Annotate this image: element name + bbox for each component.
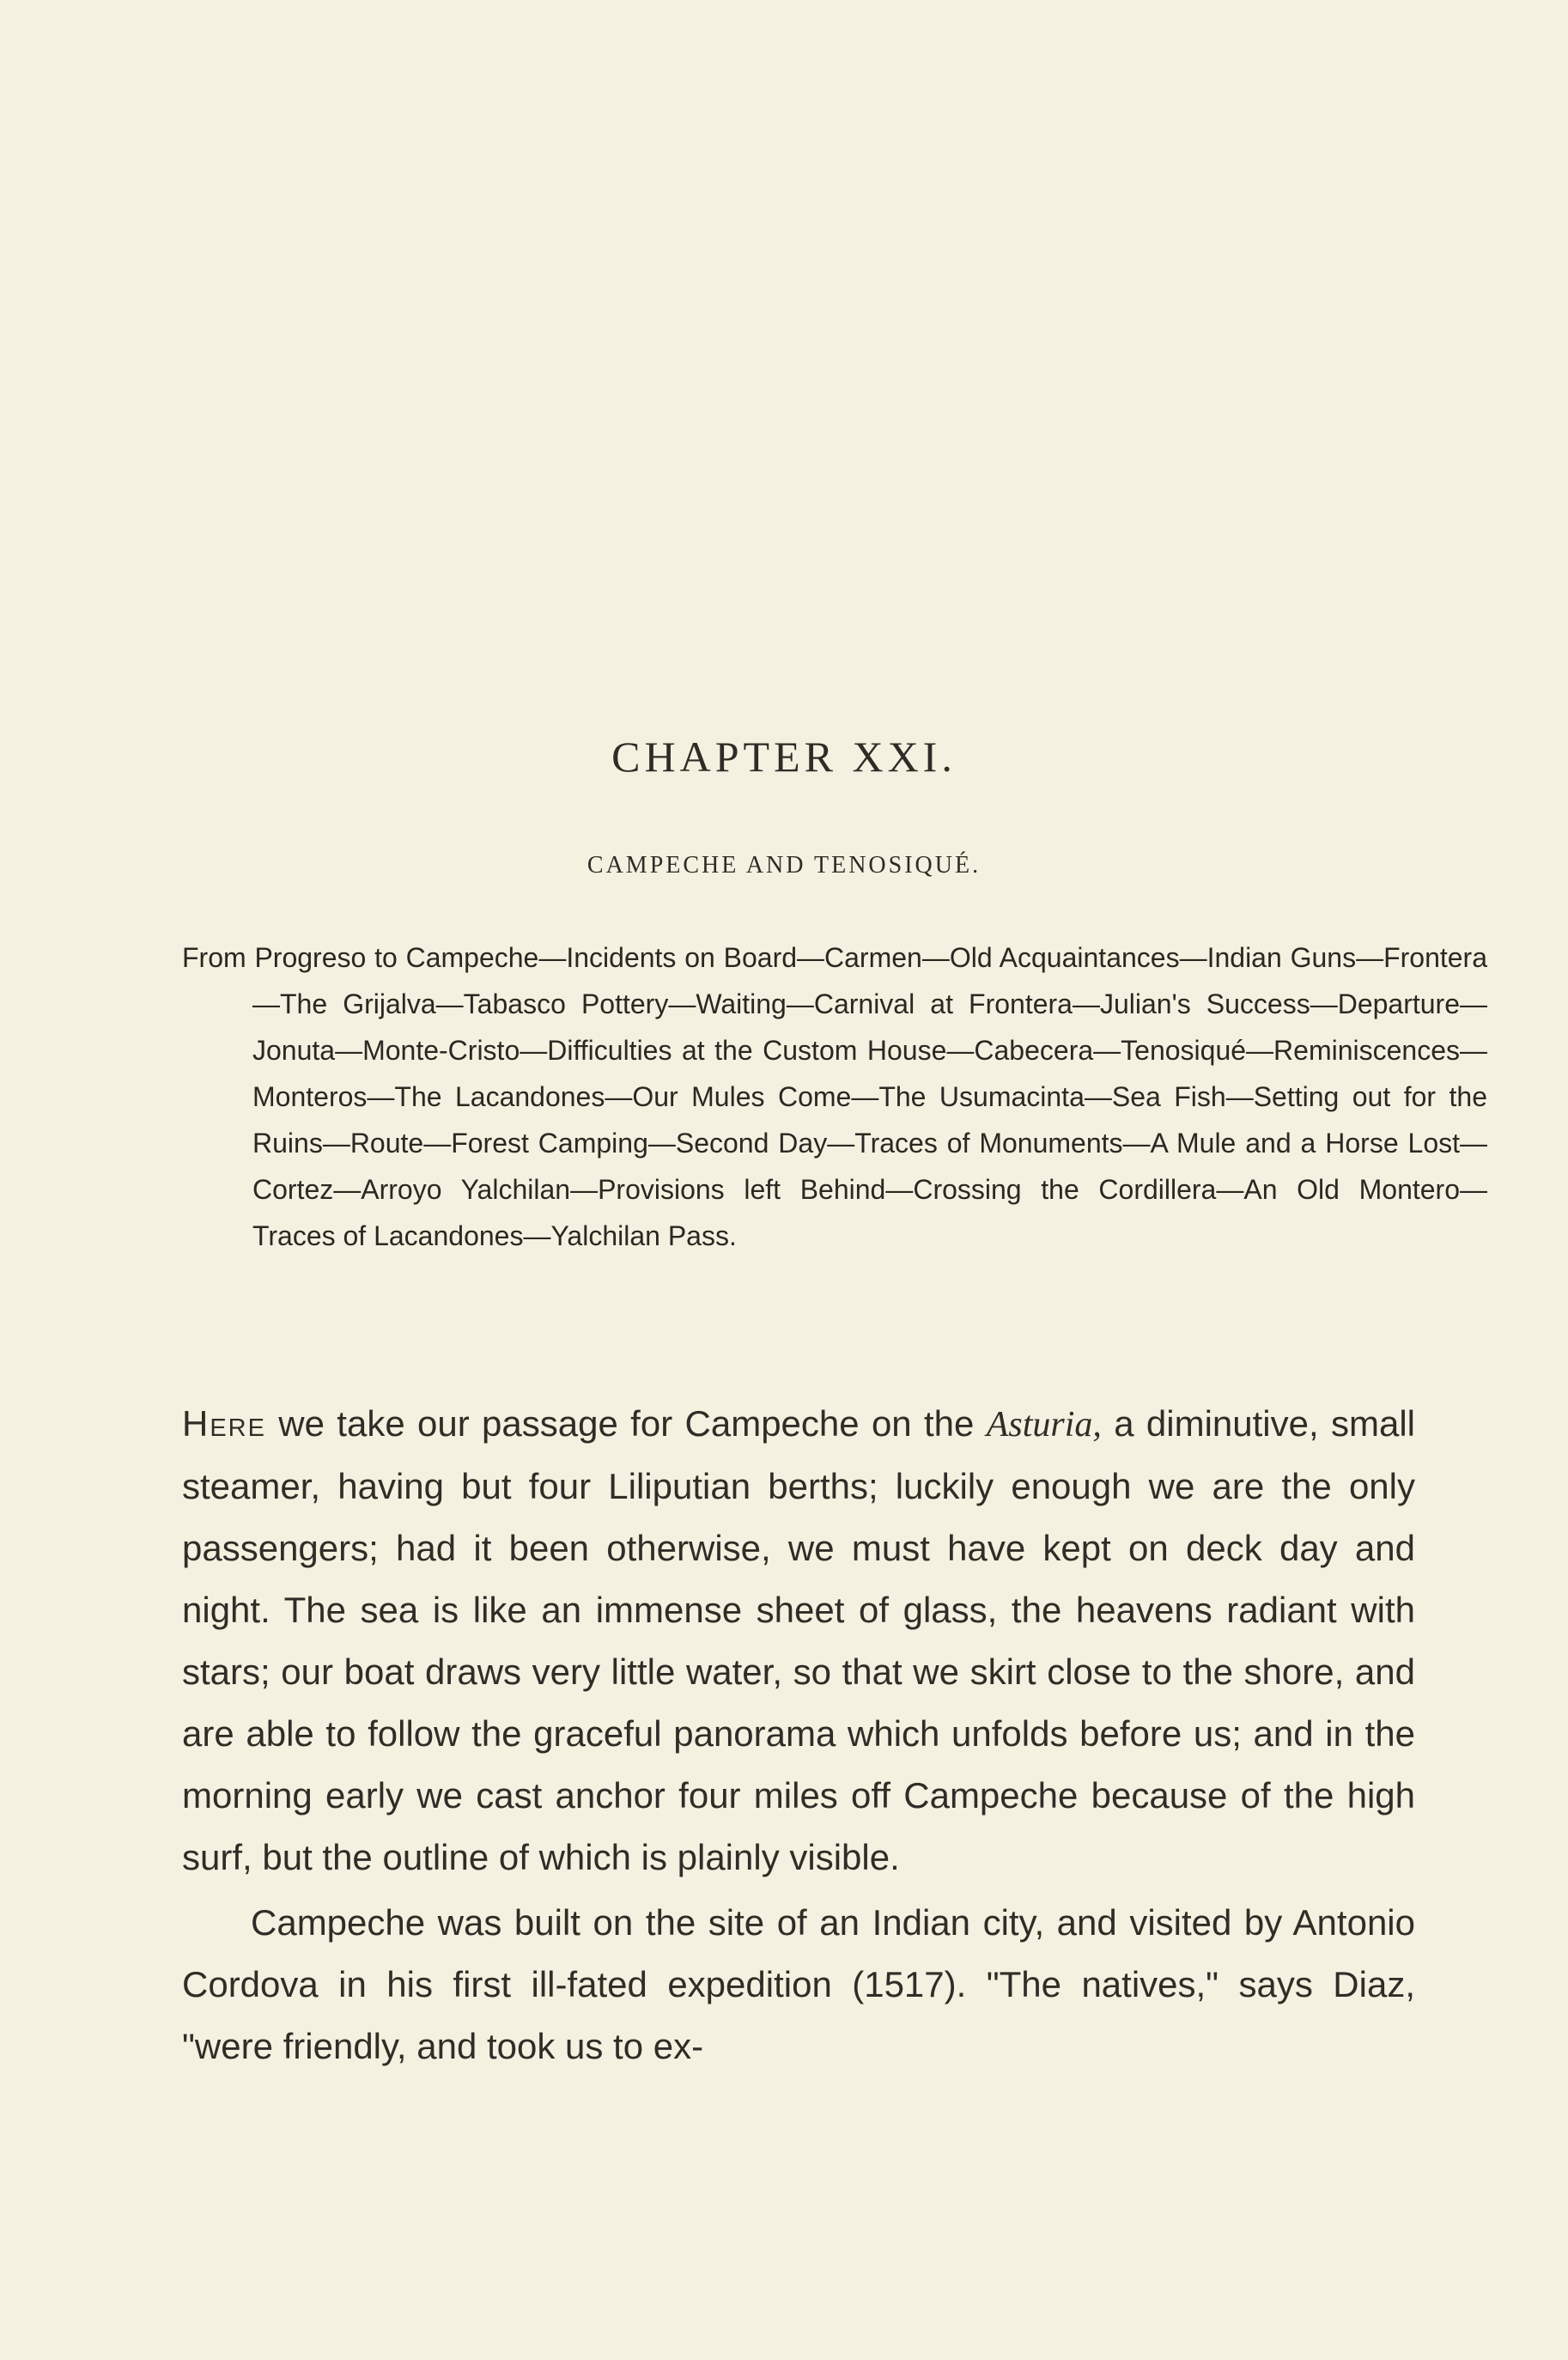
paragraph-1-after-ship: a diminutive, small steamer, having but four Liliputian berths; luckily enough we are the only passengers; had it been otherwise, we must have kept on deck day and night. The sea is like an immense sheet of glass, the heavens radiant with stars; our boat draws very little water, so that we skirt close to the shore, and are able to follow the graceful panorama which unfolds before us; and in the morning early we cast anchor four miles off Campeche because of the high surf, but the outline of which is plainly visible. bbox=[182, 1403, 1415, 1877]
body-text bbox=[182, 1393, 1415, 2077]
paragraph-1 bbox=[182, 1393, 1415, 1889]
ship-name: Asturia, bbox=[986, 1405, 1102, 1445]
chapter-subtitle: CAMPECHE AND TENOSIQUÉ. bbox=[586, 852, 982, 879]
chapter-synopsis: From Progreso to Campeche—Incidents on Board—Carmen—Old Acquaintances—Indian Guns—Frontera—The Grijalva—Tabasco Pottery—Waiting—Carnival at Frontera—Julian's Success—Departure—Jonuta—Monte-Cristo—Difficulties at the Custom House—Cabecera—Tenosiqué—Reminiscences—Monteros—The Lacandones—Our Mules Come—The Usumacinta—Sea Fish—Setting out for the Ruins—Route—Forest Camping—Second Day—Traces of Monuments—A Mule and a Horse Lost—Cortez—Arroyo Yalchilan—Provisions left Behind—Crossing the Cordillera—An Old Montero—Traces of Lacandones—Yalchilan Pass. bbox=[182, 942, 1487, 1251]
paragraph-2: Campeche was built on the site of an Indian city, and visited by Antonio Cordova in his first ill-fated expedition (1517). "The natives," says Diaz, "were friendly, and took us to ex- bbox=[182, 1902, 1415, 2066]
paragraph-1-before-ship: we take our passage for Campeche on the bbox=[265, 1403, 987, 1444]
chapter-title: CHAPTER XXI. bbox=[611, 733, 957, 781]
paragraph-1-lead: Here bbox=[182, 1403, 266, 1444]
